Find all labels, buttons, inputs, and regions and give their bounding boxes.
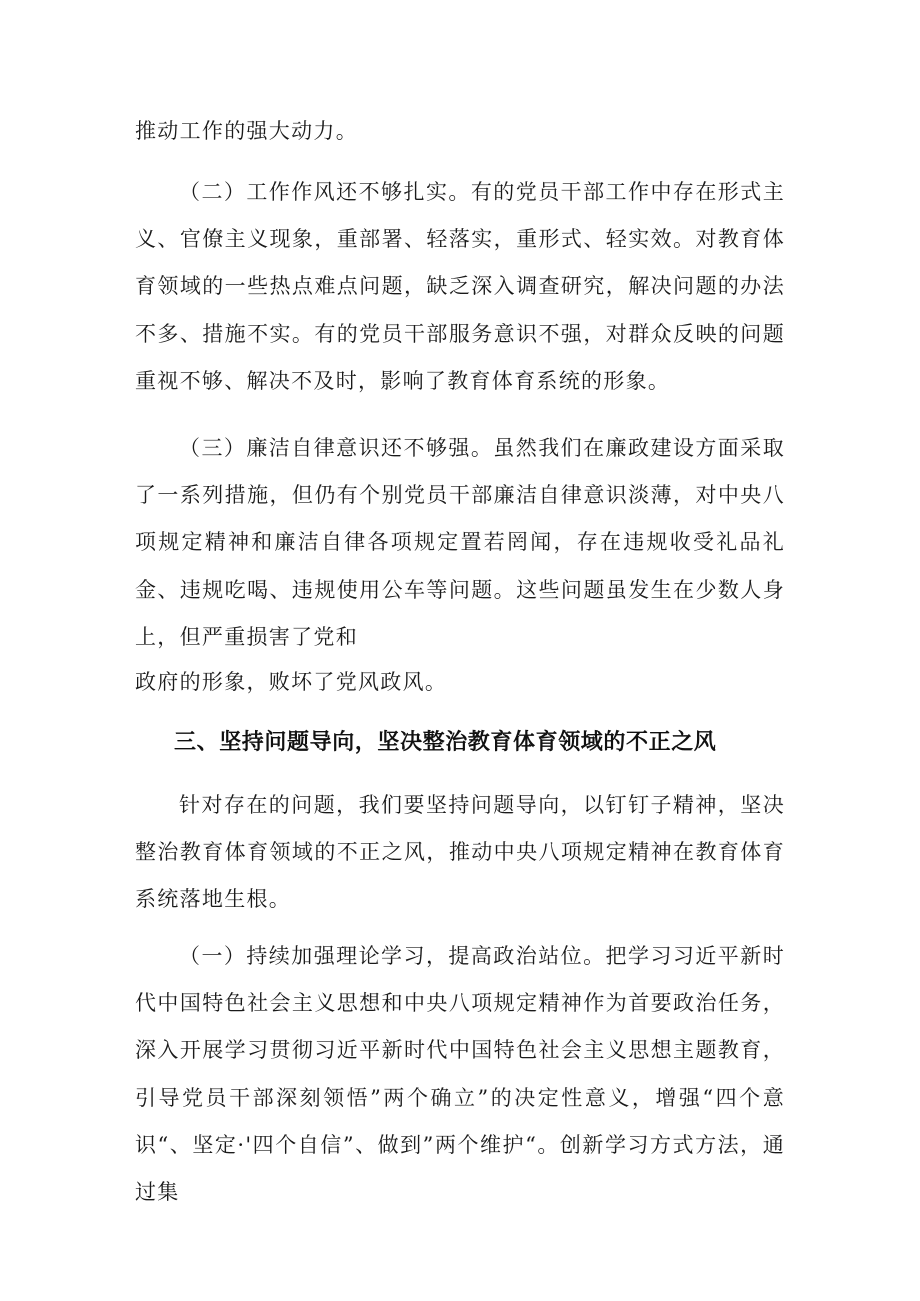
paragraph-integrity-end: 政府的形象，败坏了党风政风。 — [135, 670, 448, 694]
paragraph-theory-study: （一）持续加强理论学习，提高政治站位。把学习习近平新时代中国特色社会主义思想和中央八项规定精神作为首要政治任务，深入开展学习贯彻习近平新时代中国特色社会主义思想主题教育，引导党员干部深刻领悟”两个确立”的决定性意义，增强“四个意识“、坚定·'四个自信”、做到”两个维护“。创新学习方式方法，通过集 — [135, 944, 785, 1205]
paragraph-intro: 针对存在的问题，我们要坚持问题导向，以钉钉子精神，坚决整治教育体育领域的不正之风，推动中央八项规定精神在教育体育系统落地生根。 — [135, 793, 785, 912]
paragraph-work-style: （二）工作作风还不够扎实。有的党员干部工作中存在形式主义、官僚主义现象，重部署、轻落实，重形式、轻实效。对教育体育领域的一些热点难点问题，缺乏深入调查研究，解决问题的办法不多、措施不实。有的党员干部服务意识不强，对群众反映的问题重视不够、解决不及时，影响了教育体育系统的形象。 — [135, 180, 785, 393]
section-heading: 三、坚持问题导向，坚决整治教育体育领域的不正之风 — [174, 730, 717, 755]
paragraph-integrity: （三）廉洁自律意识还不够强。虽然我们在廉政建设方面采取了一系列措施，但仍有个别党员干部廉洁自律意识淡薄，对中央八项规定精神和廉洁自律各项规定置若罔闻，存在违规收受礼品礼金、违规吃喝、违规使用公车等问题。这些问题虽发生在少数人身上，但严重损害了党和 — [135, 436, 785, 649]
paragraph-continuation: 推动工作的强大动力。 — [135, 119, 358, 143]
